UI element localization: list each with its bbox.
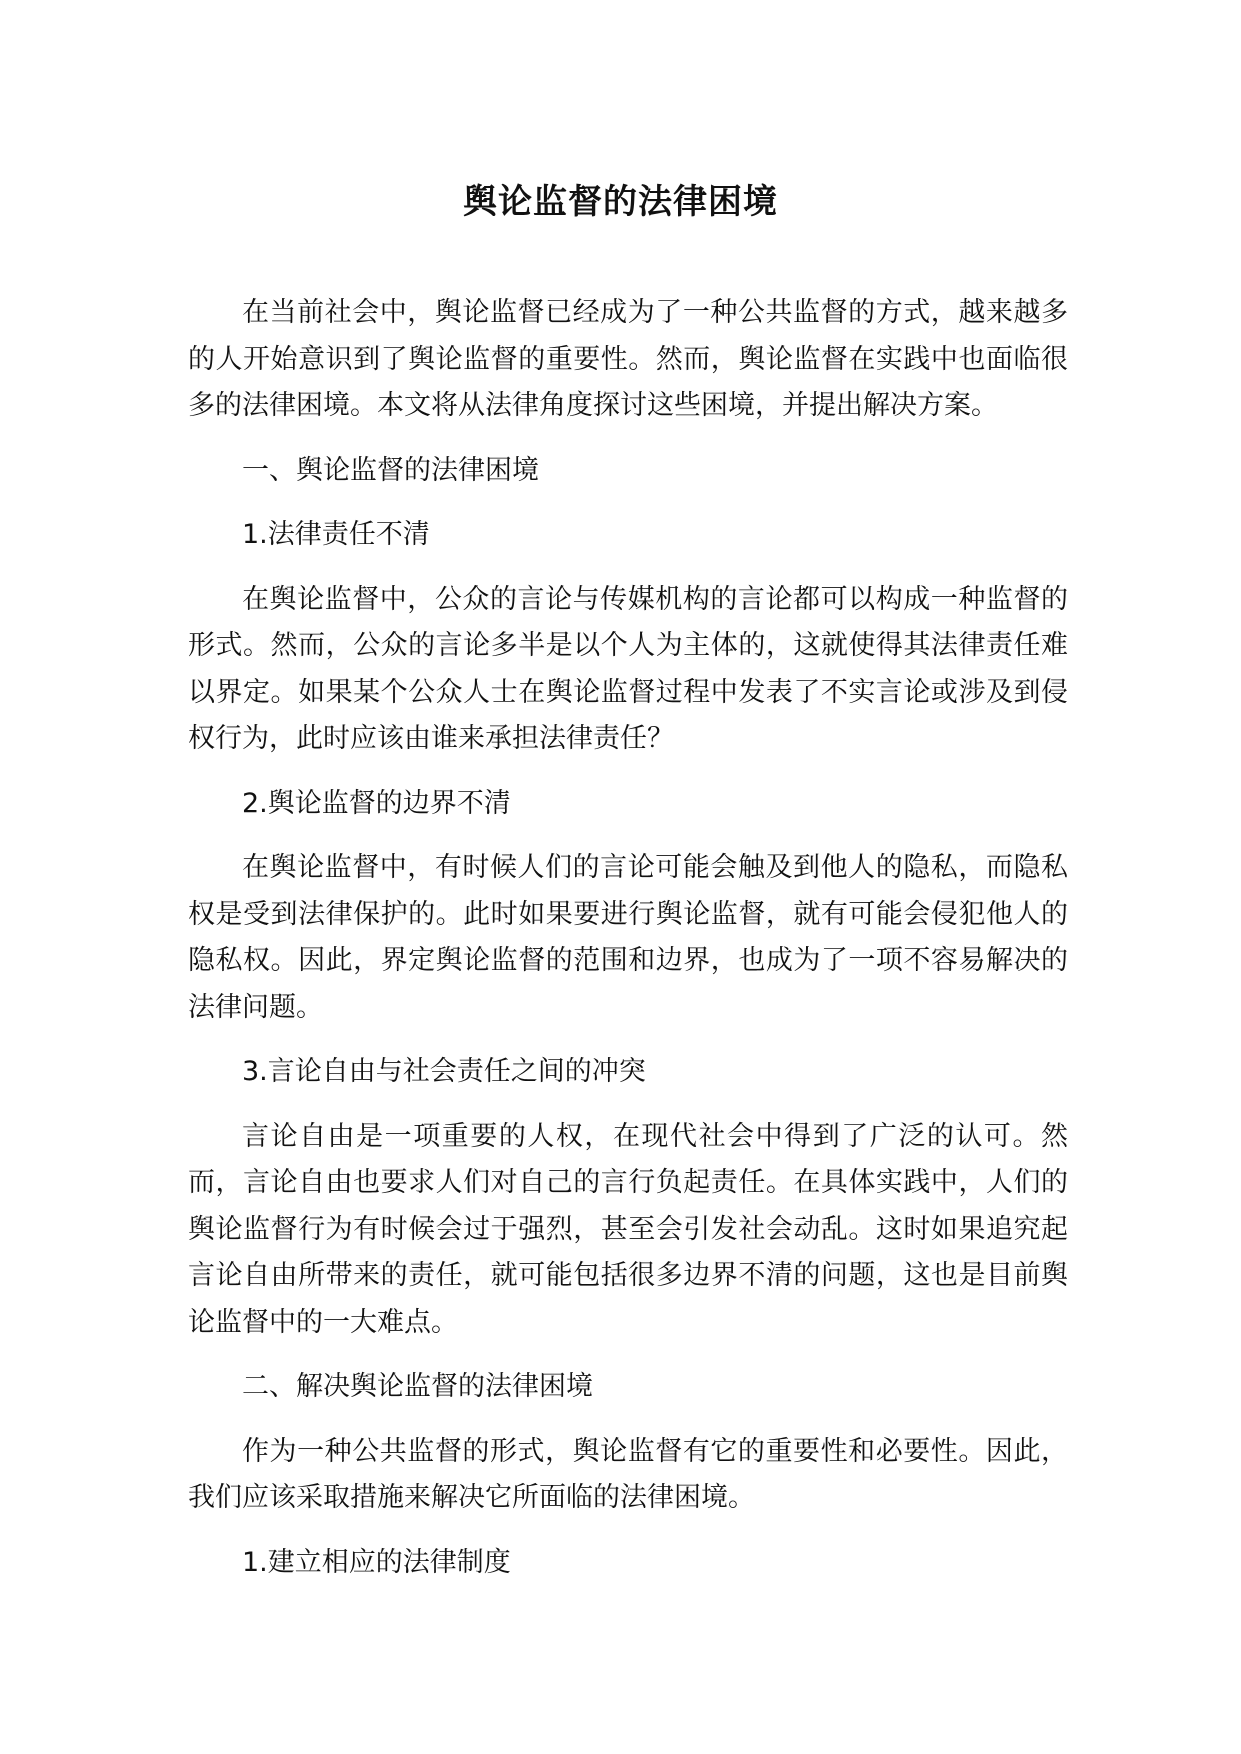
paragraph-1-1: 在舆论监督中，公众的言论与传媒机构的言论都可以构成一种监督的形式。然而，公众的言论多半是以个人为主体的，这就使得其法律责任难以界定。如果某个公众人士在舆论监督过程中发表了不实言论或涉及到侵权行为，此时应该由谁来承担法律责任？ (188, 583, 1068, 754)
section-heading-2: 二、解决舆论监督的法律困境 (242, 1371, 593, 1402)
paragraph-1-3: 言论自由是一项重要的人权，在现代社会中得到了广泛的认可。然而，言论自由也要求人们对自己的言行负起责任。在具体实践中，人们的舆论监督行为有时候会过于强烈，甚至会引发社会动乱。这时如果追究起言论自由所带来的责任，就可能包括很多边界不清的问题，这也是目前舆论监督中的一大难点。 (188, 1120, 1068, 1338)
paragraph-intro: 在当前社会中，舆论监督已经成为了一种公共监督的方式，越来越多的人开始意识到了舆论监督的重要性。然而，舆论监督在实践中也面临很多的法律困境。本文将从法律角度探讨这些困境，并提出解决方案。 (188, 297, 1068, 421)
section-heading-1: 一、舆论监督的法律困境 (242, 454, 539, 486)
subsection-heading-2-1: 1.建立相应的法律制度 (242, 1546, 511, 1578)
document-title: 舆论监督的法律困境 (463, 182, 778, 222)
document-body (188, 290, 1068, 1604)
paragraph-1-2: 在舆论监督中，有时候人们的言论可能会触及到他人的隐私，而隐私权是受到法律保护的。此时如果要进行舆论监督，就有可能会侵犯他人的隐私权。因此，界定舆论监督的范围和边界，也成为了一项不容易解决的法律问题。 (188, 852, 1068, 1023)
subsection-heading-1-3: 3.言论自由与社会责任之间的冲突 (242, 1056, 646, 1087)
subsection-heading-1-1: 1.法律责任不清 (242, 519, 430, 550)
subsection-heading-1-2: 2.舆论监督的边界不清 (242, 787, 511, 819)
paragraph-2: 作为一种公共监督的形式，舆论监督有它的重要性和必要性。因此，我们应该采取措施来解决它所面临的法律困境。 (188, 1435, 1068, 1513)
